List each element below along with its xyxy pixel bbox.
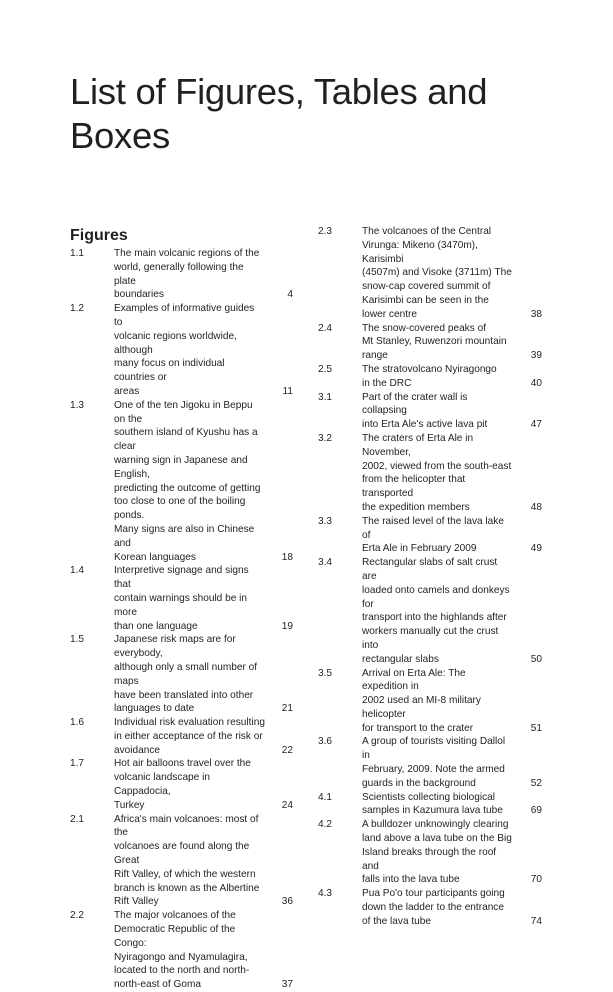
figure-caption: The raised level of the lava lake of Erta Ale in February 2009 xyxy=(362,515,504,555)
figure-page-number: 48 xyxy=(530,501,542,513)
figure-page-number: 52 xyxy=(530,777,542,789)
figure-entry xyxy=(70,564,293,633)
figure-number: 3.6 xyxy=(318,736,333,748)
figure-entry xyxy=(318,391,542,432)
figure-number: 2.3 xyxy=(318,226,333,237)
figure-caption: Japanese risk maps are for everybody, although only a small number of maps have been translated into other languages to date xyxy=(114,634,258,715)
figure-number: 1.5 xyxy=(70,634,85,646)
figure-page-number: 38 xyxy=(530,308,542,320)
figure-page-number: 40 xyxy=(530,377,542,389)
figure-number: 1.1 xyxy=(70,248,85,259)
figure-page-number: 11 xyxy=(282,385,293,397)
figure-caption: A bulldozer unknowingly clearing land above a lava tube on the Big Island breaks through the roof and falls into the lava tube xyxy=(362,819,512,886)
figure-entry xyxy=(318,887,542,928)
figure-number: 3.1 xyxy=(318,391,333,403)
figure-number: 1.3 xyxy=(70,399,85,411)
figure-page-number: 36 xyxy=(281,896,293,908)
figure-number: 1.6 xyxy=(70,717,85,729)
figure-entry xyxy=(318,432,542,515)
figure-page-number: 49 xyxy=(530,543,542,555)
figure-entry xyxy=(70,399,293,565)
figure-page-number: 74 xyxy=(530,915,542,927)
figure-entry xyxy=(70,813,293,910)
figure-entry xyxy=(318,363,542,391)
figure-page-number: 37 xyxy=(281,979,293,991)
figure-page-number: 69 xyxy=(530,805,542,817)
figure-number: 3.2 xyxy=(318,432,333,444)
figure-number: 1.2 xyxy=(70,303,85,315)
figure-page-number: 4 xyxy=(287,289,293,301)
figure-number: 3.3 xyxy=(318,515,333,527)
figure-caption: One of the ten Jigoku in Beppu on the southern island of Kyushu has a clear warning sign in Japanese and English, predicting the outcome of getting too close to one of the boiling ponds. Many signs are also in Chinese and Korean languages xyxy=(114,399,261,563)
figure-page-number: 22 xyxy=(281,744,293,756)
figure-page-number: 24 xyxy=(281,799,293,811)
figure-page-number: 21 xyxy=(281,703,293,715)
figure-page-number: 51 xyxy=(530,722,542,734)
figure-caption: The stratovolcano Nyiragongo in the DRC xyxy=(362,363,497,389)
figure-caption: Individual risk evaluation resulting in either acceptance of the risk or avoidance xyxy=(114,717,265,756)
figure-caption: The snow-covered peaks of Mt Stanley, Ruwenzori mountain range xyxy=(362,322,507,362)
figure-number: 2.2 xyxy=(70,910,85,922)
figure-number: 4.2 xyxy=(318,819,333,831)
figure-entry xyxy=(70,302,293,399)
figure-number: 3.4 xyxy=(318,557,333,569)
figure-page-number: 39 xyxy=(530,350,542,362)
figure-entry xyxy=(318,791,542,819)
figure-caption: The major volcanoes of the Democratic Republic of the Congo: Nyiragongo and Nyamulagira, located to the north and north- north-east of Goma xyxy=(114,910,250,991)
figure-page-number: 18 xyxy=(281,551,293,563)
figure-caption: The volcanoes of the Central Virunga: Mikeno (3470m), Karisimbi (4507m) and Visoke (3711m) The snow-cap covered summit of Karisimbi can be seen in the lower centre xyxy=(362,226,512,320)
figure-entry xyxy=(70,633,293,716)
figure-page-number: 50 xyxy=(530,653,542,665)
figure-page-number: 47 xyxy=(530,419,542,431)
figure-caption: The craters of Erta Ale in November, 2002, viewed from the south-east from the helicopter that transported the expedition members xyxy=(362,432,512,513)
figure-entry xyxy=(318,515,542,556)
section-heading: Figures xyxy=(70,227,128,244)
figure-caption: Interpretive signage and signs that contain warnings should be in more than one language xyxy=(114,565,249,632)
figure-number: 4.1 xyxy=(318,791,333,803)
figure-page-number: 70 xyxy=(530,874,542,886)
figure-entry xyxy=(318,556,542,666)
figure-entry xyxy=(318,322,542,363)
figure-caption: Arrival on Erta Ale: The expedition in 2002 used an MI-8 military helicopter for transport to the crater xyxy=(362,667,481,734)
figure-number: 1.4 xyxy=(70,565,85,577)
figure-entry xyxy=(70,716,293,757)
figure-number: 3.5 xyxy=(318,667,333,679)
page-title: List of Figures, Tables and Boxes xyxy=(70,71,488,156)
figure-caption: Examples of informative guides to volcanic regions worldwide, although many focus on individual countries or areas xyxy=(114,303,255,397)
figure-number: 2.5 xyxy=(318,363,333,375)
figure-caption: Pua Po'o tour participants going down the ladder to the entrance of the lava tube xyxy=(362,888,505,927)
figure-number: 2.1 xyxy=(70,813,85,825)
figure-entry xyxy=(70,757,293,812)
figure-number: 1.7 xyxy=(70,758,85,770)
figure-entry xyxy=(70,247,293,302)
figure-entry xyxy=(318,225,542,322)
figure-entry xyxy=(70,909,293,992)
figure-caption: The main volcanic regions of the world, generally following the plate boundaries xyxy=(114,248,260,301)
figure-entry xyxy=(318,735,542,790)
figure-entry xyxy=(318,667,542,736)
figure-caption: A group of tourists visiting Dallol in February, 2009. Note the armed guards in the background xyxy=(362,736,506,789)
figure-page-number: 19 xyxy=(281,620,293,632)
figure-entry xyxy=(318,818,542,887)
figure-caption: Hot air balloons travel over the volcanic landscape in Cappadocia, Turkey xyxy=(114,758,251,811)
figure-caption: Rectangular slabs of salt crust are loaded onto camels and donkeys for transport into the highlands after workers manually cut the crust into rectangular slabs xyxy=(362,557,510,665)
figure-caption: Scientists collecting biological samples in Kazumura lava tube xyxy=(362,791,503,817)
left-column xyxy=(70,247,293,992)
figure-number: 4.3 xyxy=(318,888,333,900)
figure-caption: Africa's main volcanoes: most of the volcanoes are found along the Great Rift Valley, of which the western branch is known as the Albertine Rift Valley xyxy=(114,813,260,908)
figure-number: 2.4 xyxy=(318,322,333,334)
right-column xyxy=(318,225,542,929)
figure-caption: Part of the crater wall is collapsing into Erta Ale's active lava pit xyxy=(362,391,488,431)
